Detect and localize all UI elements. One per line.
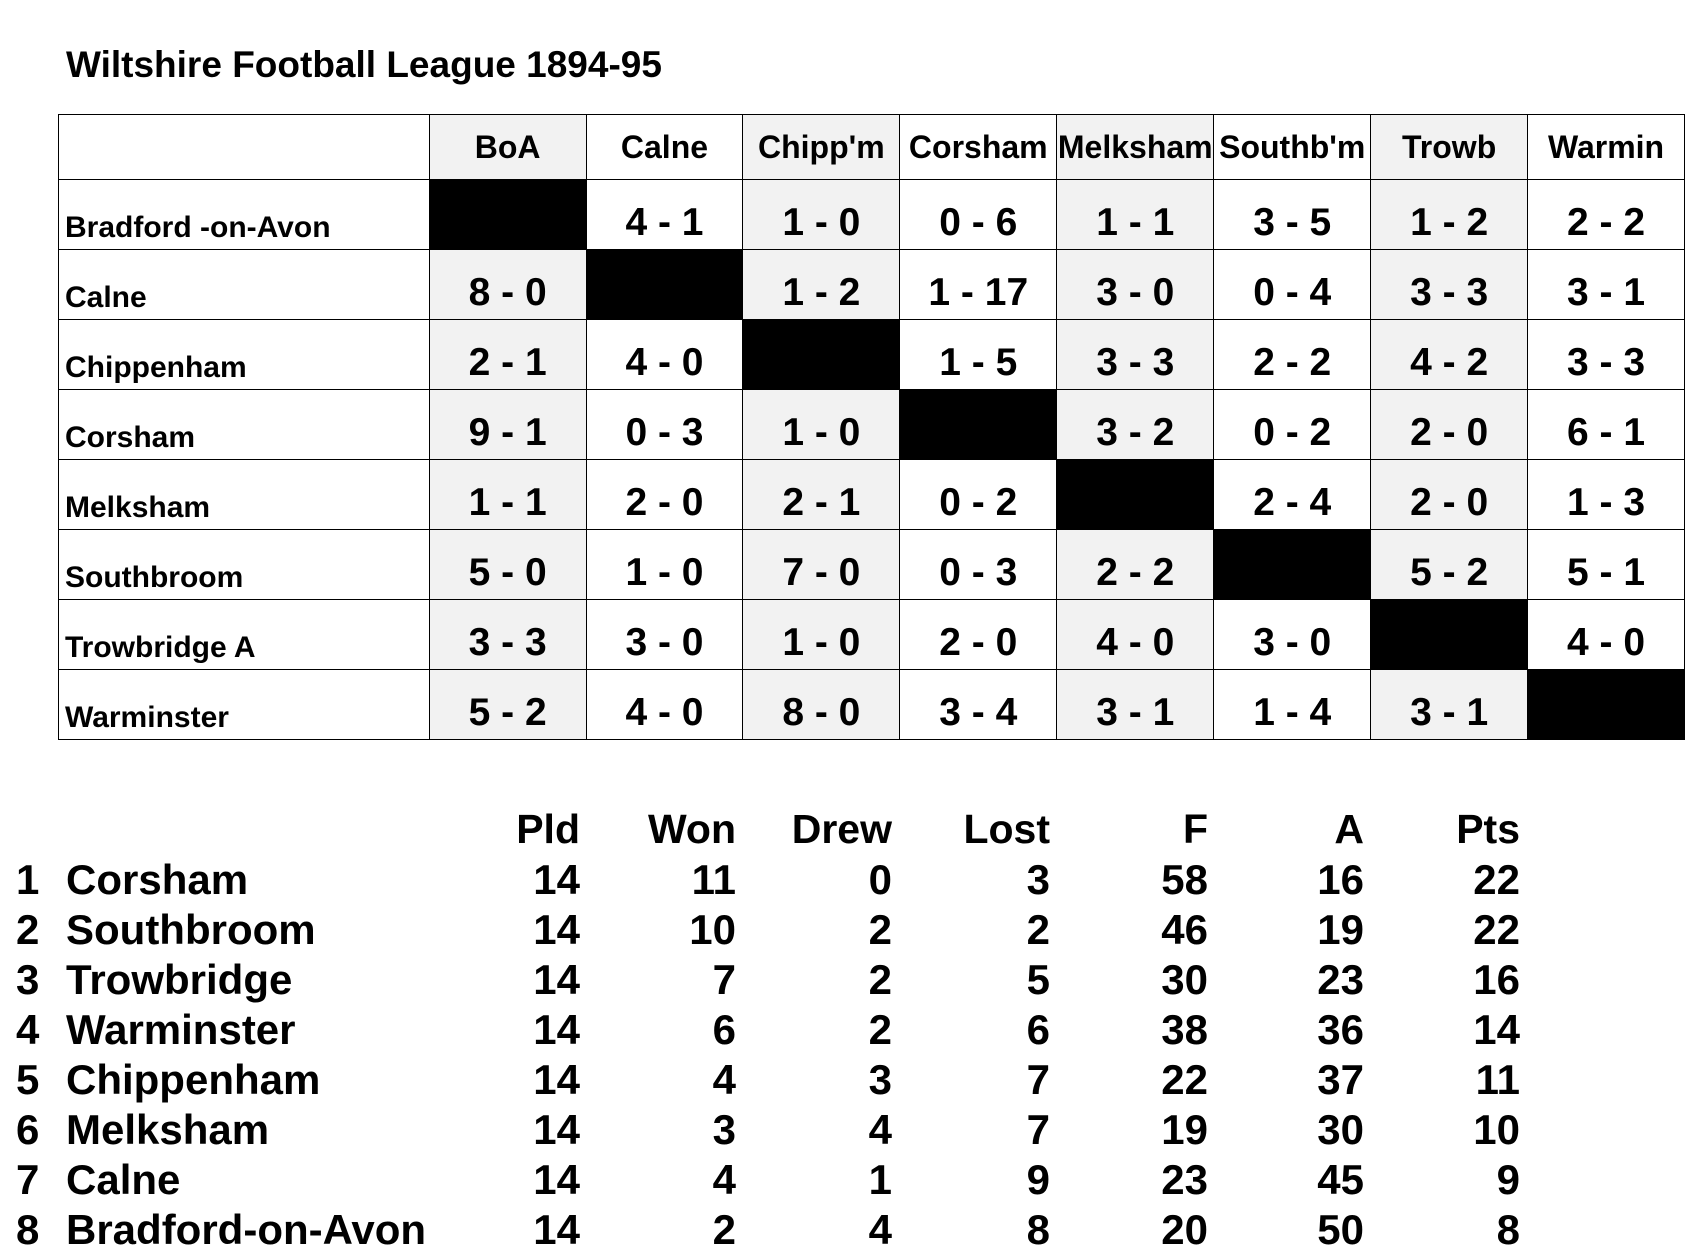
- column-header: BoA: [429, 115, 586, 180]
- score-cell: 4 - 0: [1528, 600, 1685, 670]
- team-name: Southbroom: [66, 906, 316, 953]
- standings-row: [0, 856, 1560, 906]
- points: 14: [1473, 1006, 1520, 1053]
- header-drew: Drew: [791, 806, 892, 852]
- home-team-label: Corsham: [59, 390, 430, 460]
- column-header: Melksham: [1057, 115, 1214, 180]
- column-header: Southb'm: [1214, 115, 1371, 180]
- lost: 7: [1026, 1056, 1050, 1103]
- played: 14: [533, 1056, 580, 1103]
- score-cell: 2 - 2: [1528, 180, 1685, 250]
- goals-against: 19: [1317, 906, 1364, 953]
- played: 14: [533, 906, 580, 953]
- won: 2: [712, 1206, 736, 1253]
- score-cell: 2 - 0: [900, 600, 1057, 670]
- score-cell: 3 - 0: [1057, 250, 1214, 320]
- won: 3: [712, 1106, 736, 1153]
- lost: 2: [1026, 906, 1050, 953]
- score-cell: 3 - 2: [1057, 390, 1214, 460]
- score-cell: 7 - 0: [743, 530, 900, 600]
- blank-cell: [1528, 670, 1685, 740]
- goals-against: 23: [1317, 956, 1364, 1003]
- score-cell: 5 - 2: [1371, 530, 1528, 600]
- points: 16: [1473, 956, 1520, 1003]
- goals-for: 30: [1161, 956, 1208, 1003]
- score-cell: 4 - 1: [586, 180, 743, 250]
- blank-cell: [1057, 460, 1214, 530]
- standings-row: [0, 1156, 1560, 1206]
- drew: 2: [868, 906, 892, 953]
- won: 11: [691, 856, 736, 903]
- position: 6: [16, 1106, 40, 1153]
- lost: 6: [1026, 1006, 1050, 1053]
- played: 14: [533, 956, 580, 1003]
- points: 9: [1496, 1156, 1520, 1203]
- blank-cell: [743, 320, 900, 390]
- header-won: Won: [647, 806, 736, 852]
- score-cell: 1 - 0: [743, 180, 900, 250]
- home-team-label: Bradford -on-Avon: [59, 180, 430, 250]
- home-team-label: Warminster: [59, 670, 430, 740]
- score-cell: 1 - 2: [1371, 180, 1528, 250]
- standings-row: [0, 1056, 1560, 1106]
- position: 5: [16, 1056, 40, 1103]
- lost: 7: [1026, 1106, 1050, 1153]
- points: 8: [1496, 1206, 1520, 1253]
- team-name: Chippenham: [66, 1056, 321, 1103]
- results-row: [59, 250, 1685, 320]
- score-cell: 3 - 3: [429, 600, 586, 670]
- score-cell: 4 - 2: [1371, 320, 1528, 390]
- standings-row: [0, 1206, 1560, 1256]
- won: 6: [712, 1006, 736, 1053]
- goals-against: 16: [1317, 856, 1364, 903]
- score-cell: 3 - 0: [586, 600, 743, 670]
- column-header: Warmin: [1528, 115, 1685, 180]
- team-name: Calne: [66, 1156, 181, 1203]
- team-name: Melksham: [66, 1106, 270, 1153]
- score-cell: 2 - 0: [1371, 460, 1528, 530]
- column-header: Calne: [586, 115, 743, 180]
- lost: 5: [1026, 956, 1050, 1003]
- standings-row: [0, 906, 1560, 956]
- blank-cell: [900, 390, 1057, 460]
- score-cell: 8 - 0: [429, 250, 586, 320]
- score-cell: 5 - 0: [429, 530, 586, 600]
- points: 11: [1475, 1056, 1520, 1103]
- score-cell: 1 - 3: [1528, 460, 1685, 530]
- score-cell: 1 - 0: [586, 530, 743, 600]
- score-cell: 1 - 1: [1057, 180, 1214, 250]
- played: 14: [533, 1156, 580, 1203]
- blank-cell: [429, 180, 586, 250]
- played: 14: [533, 1106, 580, 1153]
- score-cell: 2 - 2: [1214, 320, 1371, 390]
- drew: 1: [868, 1156, 892, 1203]
- points: 10: [1473, 1106, 1520, 1153]
- header-lost: Lost: [963, 806, 1050, 852]
- results-row: [59, 670, 1685, 740]
- score-cell: 0 - 2: [1214, 390, 1371, 460]
- score-cell: 3 - 1: [1057, 670, 1214, 740]
- lost: 8: [1026, 1206, 1050, 1253]
- score-cell: 3 - 3: [1057, 320, 1214, 390]
- score-cell: 1 - 5: [900, 320, 1057, 390]
- goals-against: 30: [1317, 1106, 1364, 1153]
- header-pld: Pld: [516, 806, 580, 852]
- score-cell: 0 - 3: [900, 530, 1057, 600]
- drew: 3: [868, 1056, 892, 1103]
- score-cell: 1 - 0: [743, 600, 900, 670]
- won: 7: [712, 956, 736, 1003]
- home-team-label: Melksham: [59, 460, 430, 530]
- standings-header: [0, 806, 1560, 856]
- position: 4: [16, 1006, 40, 1053]
- goals-for: 20: [1161, 1206, 1208, 1253]
- goals-for: 58: [1161, 856, 1208, 903]
- column-header: Trowb: [1371, 115, 1528, 180]
- score-cell: 1 - 1: [429, 460, 586, 530]
- header-points: Pts: [1456, 806, 1520, 852]
- position: 8: [16, 1206, 40, 1253]
- drew: 4: [868, 1206, 892, 1253]
- header-against: A: [1334, 806, 1364, 852]
- results-row: [59, 320, 1685, 390]
- page-title: Wiltshire Football League 1894-95: [66, 44, 662, 85]
- played: 14: [533, 1206, 580, 1253]
- goals-against: 45: [1317, 1156, 1364, 1203]
- team-name: Bradford-on-Avon: [66, 1206, 427, 1253]
- score-cell: 3 - 1: [1371, 670, 1528, 740]
- results-row: [59, 600, 1685, 670]
- drew: 2: [868, 956, 892, 1003]
- results-corner-cell: [59, 115, 430, 180]
- results-row: [59, 530, 1685, 600]
- team-name: Warminster: [66, 1006, 296, 1053]
- results-row: [59, 390, 1685, 460]
- goals-against: 50: [1317, 1206, 1364, 1253]
- won: 4: [712, 1056, 736, 1103]
- goals-for: 22: [1161, 1056, 1208, 1103]
- score-cell: 1 - 17: [900, 250, 1057, 320]
- blank-cell: [1214, 530, 1371, 600]
- score-cell: 3 - 3: [1528, 320, 1685, 390]
- score-cell: 3 - 5: [1214, 180, 1371, 250]
- header-for: F: [1182, 806, 1208, 852]
- score-cell: 4 - 0: [1057, 600, 1214, 670]
- position: 2: [16, 906, 40, 953]
- lost: 3: [1026, 856, 1050, 903]
- score-cell: 0 - 4: [1214, 250, 1371, 320]
- goals-against: 37: [1317, 1056, 1364, 1103]
- score-cell: 2 - 1: [743, 460, 900, 530]
- standings-row: [0, 1006, 1560, 1056]
- played: 14: [533, 1006, 580, 1053]
- results-row: [59, 180, 1685, 250]
- score-cell: 3 - 0: [1214, 600, 1371, 670]
- home-team-label: Calne: [59, 250, 430, 320]
- position: 1: [16, 856, 40, 903]
- drew: 2: [868, 1006, 892, 1053]
- score-cell: 4 - 0: [586, 670, 743, 740]
- goals-against: 36: [1317, 1006, 1364, 1053]
- results-row: [59, 460, 1685, 530]
- goals-for: 38: [1161, 1006, 1208, 1053]
- team-name: Trowbridge: [66, 956, 293, 1003]
- score-cell: 3 - 1: [1528, 250, 1685, 320]
- score-cell: 1 - 2: [743, 250, 900, 320]
- score-cell: 2 - 4: [1214, 460, 1371, 530]
- points: 22: [1473, 856, 1520, 903]
- score-cell: 2 - 2: [1057, 530, 1214, 600]
- points: 22: [1473, 906, 1520, 953]
- goals-for: 19: [1161, 1106, 1208, 1153]
- score-cell: 3 - 4: [900, 670, 1057, 740]
- score-cell: 9 - 1: [429, 390, 586, 460]
- played: 14: [533, 856, 580, 903]
- results-grid: [58, 114, 1685, 740]
- home-team-label: Chippenham: [59, 320, 430, 390]
- score-cell: 2 - 0: [1371, 390, 1528, 460]
- column-header: Corsham: [900, 115, 1057, 180]
- blank-cell: [1371, 600, 1528, 670]
- won: 10: [689, 906, 736, 953]
- drew: 0: [868, 856, 892, 903]
- team-name: Corsham: [66, 856, 249, 903]
- column-header: Chipp'm: [743, 115, 900, 180]
- score-cell: 0 - 3: [586, 390, 743, 460]
- home-team-label: Trowbridge A: [59, 600, 430, 670]
- won: 4: [712, 1156, 736, 1203]
- score-cell: 0 - 2: [900, 460, 1057, 530]
- score-cell: 1 - 0: [743, 390, 900, 460]
- score-cell: 5 - 2: [429, 670, 586, 740]
- score-cell: 8 - 0: [743, 670, 900, 740]
- standings-row: [0, 956, 1560, 1006]
- score-cell: 6 - 1: [1528, 390, 1685, 460]
- position: 3: [16, 956, 40, 1003]
- score-cell: 1 - 4: [1214, 670, 1371, 740]
- score-cell: 4 - 0: [586, 320, 743, 390]
- score-cell: 3 - 3: [1371, 250, 1528, 320]
- score-cell: 2 - 1: [429, 320, 586, 390]
- goals-for: 46: [1161, 906, 1208, 953]
- score-cell: 5 - 1: [1528, 530, 1685, 600]
- standings-row: [0, 1106, 1560, 1156]
- drew: 4: [868, 1106, 892, 1153]
- score-cell: 2 - 0: [586, 460, 743, 530]
- blank-cell: [586, 250, 743, 320]
- position: 7: [16, 1156, 40, 1203]
- goals-for: 23: [1161, 1156, 1208, 1203]
- score-cell: 0 - 6: [900, 180, 1057, 250]
- home-team-label: Southbroom: [59, 530, 430, 600]
- lost: 9: [1026, 1156, 1050, 1203]
- results-header-row: [59, 115, 1685, 180]
